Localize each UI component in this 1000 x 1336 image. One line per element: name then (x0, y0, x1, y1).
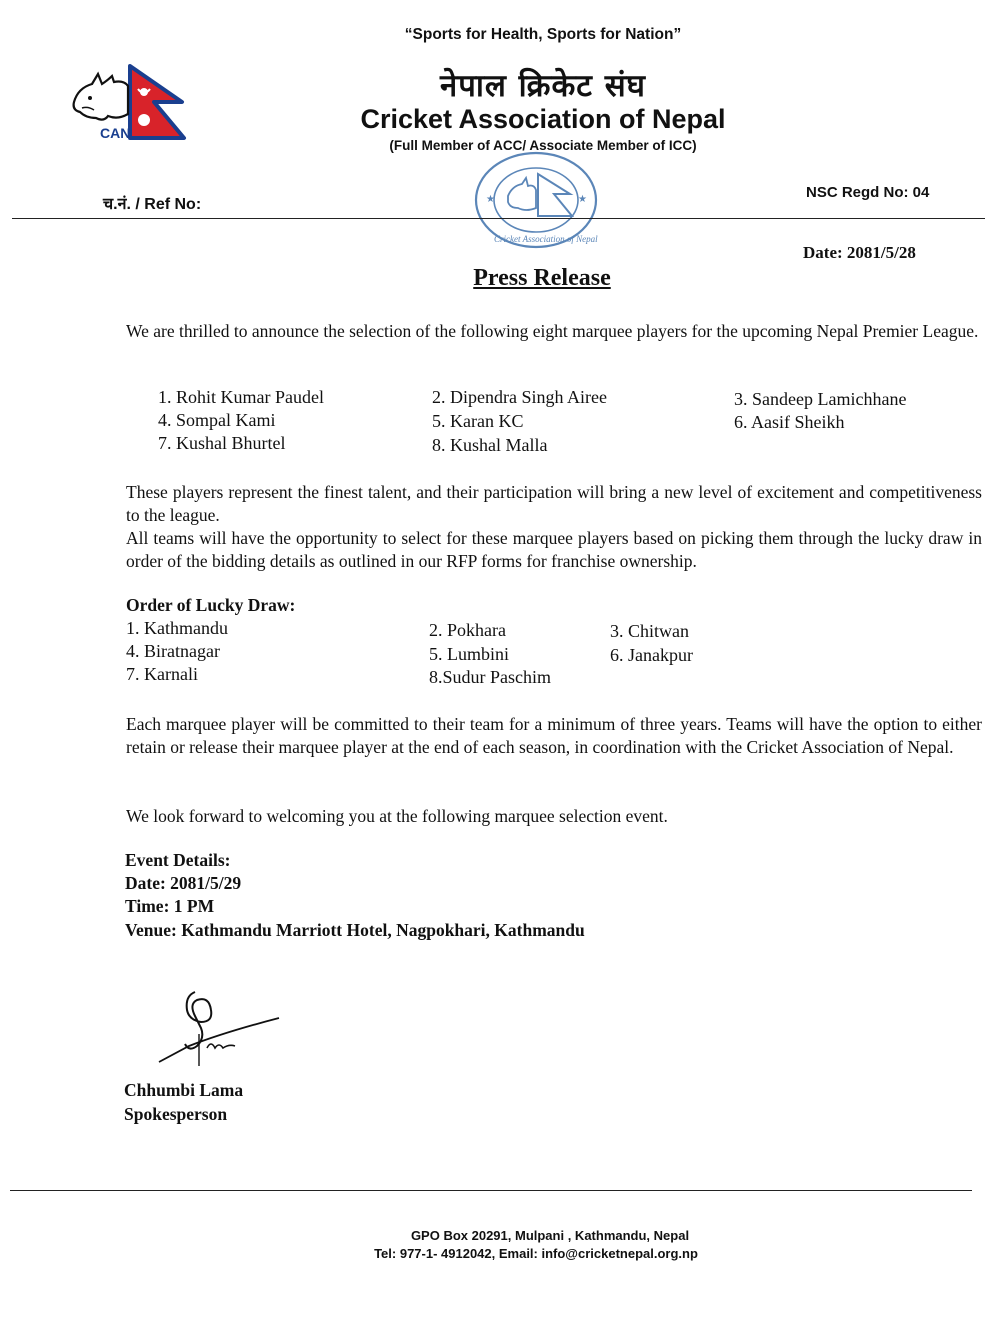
footer-contact: Tel: 977-1- 4912042, Email: info@cricketnepal.org.np (374, 1246, 698, 1261)
list-item: 6. Janakpur (610, 645, 693, 665)
event-time: Time: 1 PM (125, 896, 215, 916)
welcome-paragraph: We look forward to welcoming you at the following marquee selection event. (126, 806, 668, 826)
list-item: 8. Kushal Malla (432, 435, 548, 455)
draw-paragraph: All teams will have the opportunity to select for these marquee players based on picking them through the lucky draw in order of the bidding details as outlined in our RFP forms for franchise ownership. (126, 528, 982, 571)
list-item: 3. Chitwan (610, 621, 689, 641)
header-divider (12, 218, 985, 219)
letter-date: Date: 2081/5/28 (803, 243, 916, 262)
list-item: 5. Karan KC (432, 411, 524, 431)
nsc-registration: NSC Regd No: 04 (806, 184, 930, 201)
handwritten-signature (155, 986, 285, 1070)
list-item: 5. Lumbini (429, 644, 509, 664)
document-title: Press Release (473, 265, 611, 291)
list-item: 7. Karnali (126, 664, 198, 684)
ref-number-label: च.नं. / Ref No: (103, 196, 202, 213)
org-name-nepali: नेपाल क्रिकेट संघ (440, 68, 646, 104)
list-item: 2. Dipendra Singh Airee (432, 387, 607, 407)
list-item: 4. Sompal Kami (158, 410, 276, 430)
svg-text:★: ★ (486, 194, 495, 205)
membership-note: (Full Member of ACC/ Associate Member of ICC) (389, 138, 697, 153)
list-item: 4. Biratnagar (126, 641, 220, 661)
event-heading: Event Details: (125, 850, 231, 870)
list-item: 2. Pokhara (429, 620, 506, 640)
seal-text: Cricket Association of Nepal (494, 234, 598, 244)
event-venue: Venue: Kathmandu Marriott Hotel, Nagpokhari, Kathmandu (125, 920, 585, 940)
footer-divider (10, 1190, 972, 1191)
talent-paragraph: These players represent the finest talent, and their participation will bring a new level of excitement and competitiveness to the league. (126, 482, 982, 525)
svg-text:★: ★ (578, 194, 587, 205)
list-item: 6. Aasif Sheikh (734, 412, 845, 432)
event-date: Date: 2081/5/29 (125, 873, 242, 893)
list-item: 8.Sudur Paschim (429, 667, 552, 687)
list-item: 3. Sandeep Lamichhane (734, 389, 907, 409)
motto: “Sports for Health, Sports for Nation” (404, 26, 682, 43)
draw-heading: Order of Lucky Draw: (126, 595, 296, 615)
intro-paragraph: We are thrilled to announce the selection of the following eight marquee players for the upcoming Nepal Premier League. (126, 321, 979, 341)
org-name: Cricket Association of Nepal (360, 104, 726, 134)
association-seal (472, 150, 600, 250)
list-item: 7. Kushal Bhurtel (158, 433, 286, 453)
footer-address: GPO Box 20291, Mulpani , Kathmandu, Nepal (410, 1228, 690, 1243)
commitment-paragraph: Each marquee player will be committed to their team for a minimum of three years. Teams will have the option to either retain or release their marquee player at the end of each season, in coordination with the Cricket Association of Nepal. (126, 714, 982, 757)
list-item: 1. Kathmandu (126, 618, 228, 638)
logo-text: CAN (100, 125, 131, 141)
list-item: 1. Rohit Kumar Paudel (158, 387, 324, 407)
signer-name: Chhumbi Lama (124, 1080, 244, 1100)
signer-role: Spokesperson (124, 1104, 228, 1124)
